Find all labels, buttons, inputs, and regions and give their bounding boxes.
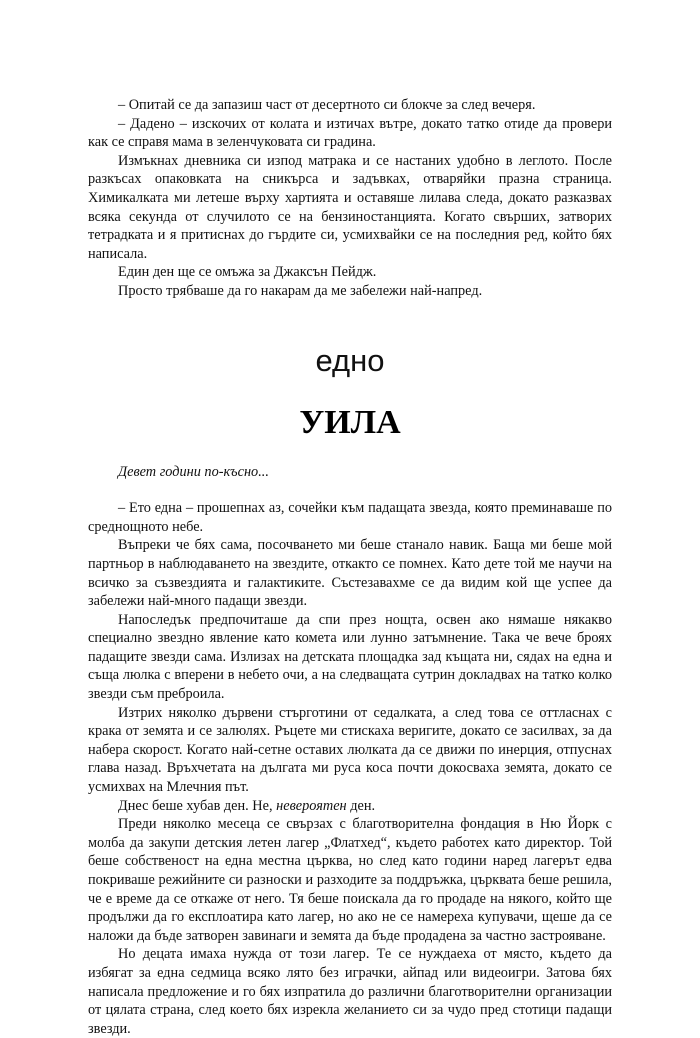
text: Днес беше хубав ден. Не,	[118, 797, 277, 814]
paragraph: – Дадено – изскочих от колата и изтичах вътре, докато татко отиде да провери как се справя мама в зеленчуковата си градина.	[88, 115, 612, 151]
paragraph: Преди няколко месеца се свързах с благотворителна фондация в Ню Йорк с молба да закупи детския летен лагер „Флатхед“, където работех като директор. Той беше собственост на една местна църква, но след като години наред лагерът едва покриваше режийните си разноски и разходите за поддръжка, църквата беше решила, че е време да се откаже от него. Тя беше поискала да го продаде на някого, който ще продължи да го експлоатира като лагер, но ако не се намереха купувачи, щеше да се наложи да бъде затворен завинаги и земята да бъде продадена за частно застрояване.	[88, 816, 612, 944]
paragraph: Просто трябваше да го накарам да ме забележи най-напред.	[118, 282, 483, 299]
paragraph: Въпреки че бях сама, посочването ми беше станало навик. Баща ми беше мой партньор в наблюдаването на звездите, откакто се помнех. Като дете той ме научи на всичко за съзвездията и галактиките. Състезавахме се да видим кой ще успее да забележи най-много падащи звезди.	[88, 537, 612, 610]
chapter-title: УИЛА	[299, 403, 401, 441]
chapter-number: едно	[315, 342, 385, 378]
paragraph: – Ето една – прошепнах аз, сочейки към падащата звезда, която преминаваше по среднощното небе.	[88, 500, 612, 535]
chapter-body	[88, 499, 612, 1038]
paragraph: Но децата имаха нужда от този лагер. Те се нуждаеха от място, където да избягат за една седмица всяко лято без играчки, айпад или видеоигри. Затова бях написала предложение и го бях изпратила до различни благотворителни организации от цялата страна, след което бях изрекла желанието си за чудо пред стотици падащи звезди.	[88, 946, 612, 1037]
paragraph: Измъкнах дневника си изпод матрака и се настаних удобно в леглото. После разкъсах опаковката на сникърса и задъвках, отваряйки празна страница. Химикалката ми летеше върху хартията и оставяше лилава следа, докато разказвах всяка секунда от случилото се на бензиностанцията. Когато свърших, затворих тетрадката и я притиснах до гърдите си, усмихвайки се на последния ред, който бях написала.	[88, 152, 612, 262]
chapter-epigraph: Девет години по-късно...	[118, 463, 269, 480]
opening-section	[88, 96, 612, 301]
paragraph: – Опитай се да запазиш част от десертното си блокче за след вечеря.	[118, 97, 536, 113]
paragraph: Напоследък предпочиташе да спи през нощта, освен ако нямаше някакво специално звездно явление като комета или лунно затъмнение. Така че вече броях падащите звезди сама. Излизах на детската площадка зад къщата ни, сядах на една и съща люлка с вперени в небето очи, а на следващата сутрин докладвах на татко колко звезди съм преброила.	[88, 611, 612, 703]
text: ден.	[346, 797, 376, 814]
paragraph-with-emphasis	[88, 797, 612, 816]
paragraph: Един ден ще се омъжа за Джаксън Пейдж.	[118, 264, 377, 281]
paragraph: Изтрих няколко дървени стърготини от седалката, а след това се оттласнах с крака от земята и се залюлях. Ръцете ми стискаха веригите, докато се засилвах, за да набера скорост. Когато най-сетне оставих люлката да се движи по инерция, отпуснах глава назад. Връхчетата на дългата ми руса коса почти докосваха земята, докато се усмихвах на Млечния път.	[88, 704, 612, 796]
emphasis-text: невероятен	[276, 797, 347, 814]
